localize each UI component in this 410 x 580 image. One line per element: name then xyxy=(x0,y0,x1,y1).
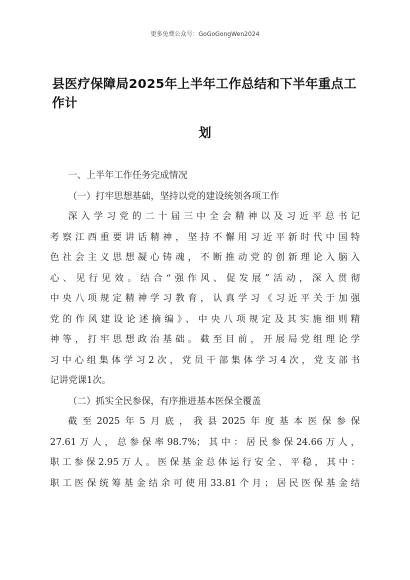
paragraph-line: 心、见行见效。结合“强作风、促发展”活动，深入贯彻 xyxy=(50,272,360,284)
paragraph-line: 习中心组集体学习2次，党员干部集体学习4次，党支部书 xyxy=(50,354,360,366)
paragraph-line: 色社会主义思想凝心铸魂，不断推动党的创新理论入脑入 xyxy=(50,252,360,263)
paragraph-line: 考察江西重要讲话精神，坚持不懈用习近平新时代中国特 xyxy=(50,231,360,243)
section-heading: 一、上半年工作任务完成情况 xyxy=(68,170,188,181)
subsection-heading-2: （二）抓实全民参保，有序推进基本医保全覆盖 xyxy=(68,395,261,407)
paragraph-line: 27.61万人，总参保率98.7%；其中：居民参保24.66万人， xyxy=(50,436,360,448)
header-note: 更多免费公众号：GoGoGongWen2024 xyxy=(150,31,260,38)
paragraph-line: 党的作风建设论述摘编》、中央八项规定及其实施细则精 xyxy=(50,313,360,325)
paragraph-line: 深入学习党的二十届三中全会精神以及习近平总书记 xyxy=(68,211,360,222)
paragraph-line: 记讲党课1次。 xyxy=(50,375,111,386)
paragraph-line: 神等，打牢思想政治基础。截至目前，开展局党组理论学 xyxy=(50,334,360,345)
document-title-line-2: 划 xyxy=(198,125,212,140)
subsection-heading-1: （一）打牢思想基础，坚持以党的建设统领各项工作 xyxy=(68,190,280,202)
document-title-line-1: 县医疗保障局2025年上半年工作总结和下半年重点工作计 xyxy=(52,76,357,110)
document-body xyxy=(50,166,360,494)
paragraph-line: 截至2025年5月底，我县2025年度基本医保参保 xyxy=(68,416,360,427)
paragraph-line: 职工参保2.95万人。医保基金总体运行安全、平稳，其中： xyxy=(50,457,360,468)
paragraph-line: 中央八项规定精神学习教育，认真学习《习近平关于加强 xyxy=(50,293,360,304)
paragraph-line: 职工医保统筹基金结余可使用33.81个月；居民医保基金结 xyxy=(50,477,360,489)
